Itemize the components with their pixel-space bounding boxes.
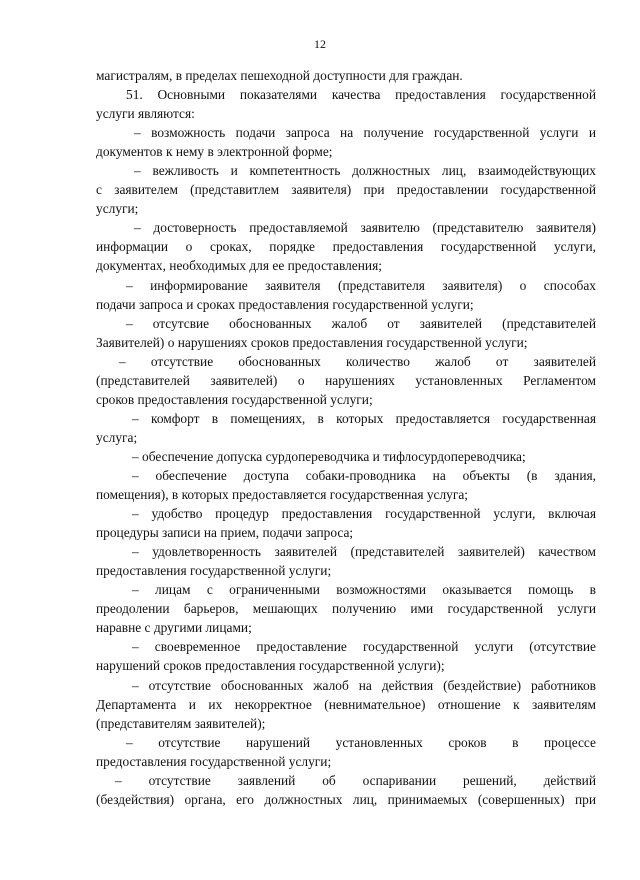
text-line: – удовлетворенность заявителей (представителей заявителей) качеством xyxy=(132,544,596,560)
text-line: магистралям, в пределах пешеходной доступности для граждан. xyxy=(96,68,463,83)
text-line: предоставления государственной услуги; xyxy=(96,563,332,579)
text-line: услуги; xyxy=(96,201,139,217)
text-line: – комфорт в помещениях, в которых предоставляется государственная xyxy=(132,410,596,426)
text-line: – отсутствие обоснованных жалоб на действия (бездействие) работников xyxy=(132,677,596,693)
text-line: – информирование заявителя (представителя заявителя) о способах xyxy=(126,277,596,293)
text-line: – достоверность предоставляемой заявителю (представителю заявителя) xyxy=(134,220,596,236)
text-line: (представителям заявителей); xyxy=(96,715,266,731)
text-line: – своевременное предоставление государственной услуги (отсутствие xyxy=(132,639,596,655)
text-line: – возможность подачи запроса на получение государственной услуги и xyxy=(134,125,596,141)
text-line: – обеспечение доступа собаки-проводника на объекты (в здания, xyxy=(132,467,596,483)
text-line: Заявителей) о нарушениях сроков предоставления государственной услуги; xyxy=(96,334,528,350)
text-line: с заявителем (представитлем заявителя) при предоставлении государственной xyxy=(96,182,596,198)
text-line: (бездействия) органа, его должностных лиц, принимаемых (совершенных) при xyxy=(96,791,596,807)
text-line: преодолении барьеров, мешающих получению ими государственной услуги xyxy=(96,601,596,617)
text-line: – отсутствие нарушений установленных сроков в процессе xyxy=(126,734,596,750)
text-line: процедуры записи на прием, подачи запроса; xyxy=(96,525,354,541)
text-line: – отсутствие заявлений об оспаривании решений, действий xyxy=(115,772,596,788)
text-line: сроков предоставления государственной услуги; xyxy=(96,391,373,407)
text-line: подачи запроса и сроках предоставления государственной услуги; xyxy=(96,296,474,312)
text-line: документов к нему в электронной форме; xyxy=(96,144,333,160)
text-line: – вежливость и компетентность должностных лиц, взаимодействующих xyxy=(134,163,596,179)
text-line: – лицам с ограниченными возможностями оказывается помощь в xyxy=(132,582,596,598)
text-line: услуга; xyxy=(96,429,138,445)
document-text xyxy=(96,66,596,809)
text-line: – отсутствие обоснованных количество жалоб от заявителей xyxy=(119,353,596,369)
text-line: информации о сроках, порядке предоставления государственной услуги, xyxy=(96,239,596,255)
text-line: 51. Основными показателями качества предоставления государственной xyxy=(126,87,596,103)
text-line: – отсутсвие обоснованных жалоб от заявителей (представителей xyxy=(126,315,596,331)
text-line: помещения), в которых предоставляется государственная услуга; xyxy=(96,487,469,503)
text-line: документах, необходимых для ее предоставления; xyxy=(96,258,382,274)
text-line: – удобство процедур предоставления государственной услуги, включая xyxy=(132,506,596,522)
text-line: нарушений сроков предоставления государственной услуги); xyxy=(96,658,445,674)
text-line: услуги являются: xyxy=(96,106,195,122)
page-number: 12 xyxy=(314,37,326,51)
text-line: предоставления государственной услуги; xyxy=(96,753,332,769)
text-line: наравне с другими лицами; xyxy=(96,620,252,636)
text-line: – обеспечение допуска сурдопереводчика и тифлосурдопереводчика; xyxy=(132,448,526,464)
text-line: Департамента и их некорректное (невнимательное) отношение к заявителям xyxy=(96,696,596,712)
text-line: (представителей заявителей) о нарушениях установленных Регламентом xyxy=(96,372,596,388)
